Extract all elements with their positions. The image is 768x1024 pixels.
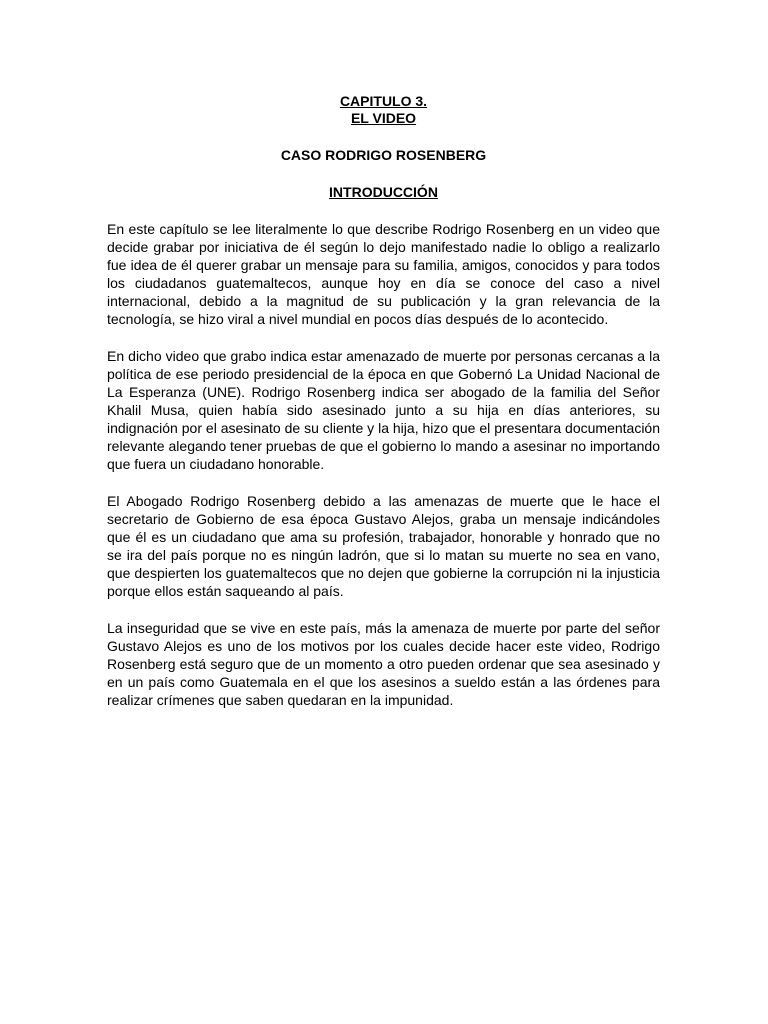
body-text xyxy=(107,220,660,709)
paragraph-2: En dicho video que grabo indica estar amenazado de muerte por personas cercanas a la política de ese periodo presidencial de la época en que Gobernó La Unidad Nacional de La Esperanza (UNE). Rodrigo Rosenberg indica ser abogado de la familia del Señor Khalil Musa, quien había sido asesinado junto a su hija en días anteriores, su indignación por el asesinato de su cliente y la hija, hizo que el presentara documentación relevante alegando tener pruebas de que el gobierno lo mando a asesinar no importando que fuera un ciudadano honorable. xyxy=(107,348,660,472)
document-page xyxy=(107,90,660,728)
paragraph-3: El Abogado Rodrigo Rosenberg debido a las amenazas de muerte que le hace el secretario de Gobierno de esa época Gustavo Alejos, graba un mensaje indicándoles que él es un ciudadano que ama su profesión, trabajador, honorable y honrado que no se ira del país porque no es ningún ladrón, que si lo matan su muerte no sea en vano, que despierten los guatemaltecos que no dejen que gobierne la corrupción ni la injusticia porque ellos están saqueando al país. xyxy=(107,493,660,599)
paragraph-1: En este capítulo se lee literalmente lo que describe Rodrigo Rosenberg en un video que decide grabar por iniciativa de él según lo dejo manifestado nadie lo obligo a realizarlo fue idea de él querer grabar un mensaje para su familia, amigos, conocidos y para todos los ciudadanos guatemaltecos, aunque hoy en día se conoce del caso a nivel internacional, debido a la magnitud de su publicación y la gran relevancia de la tecnología, se hizo viral a nivel mundial en pocos días después de lo acontecido. xyxy=(107,221,660,327)
chapter-heading: CAPITULO 3. xyxy=(339,93,428,109)
section-title: INTRODUCCIÓN xyxy=(329,184,438,200)
case-title: CASO RODRIGO ROSENBERG xyxy=(280,147,487,163)
paragraph-4: La inseguridad que se vive en este país, más la amenaza de muerte por parte del señor Gustavo Alejos es uno de los motivos por los cuales decide hacer este video, Rodrigo Rosenberg está seguro que de un momento a otro pueden ordenar que sea asesinado y en un país como Guatemala en el que los asesinos a sueldo están a las órdenes para realizar crímenes que saben quedaran en la impunidad. xyxy=(107,620,660,708)
chapter-title: EL VIDEO xyxy=(350,110,417,126)
